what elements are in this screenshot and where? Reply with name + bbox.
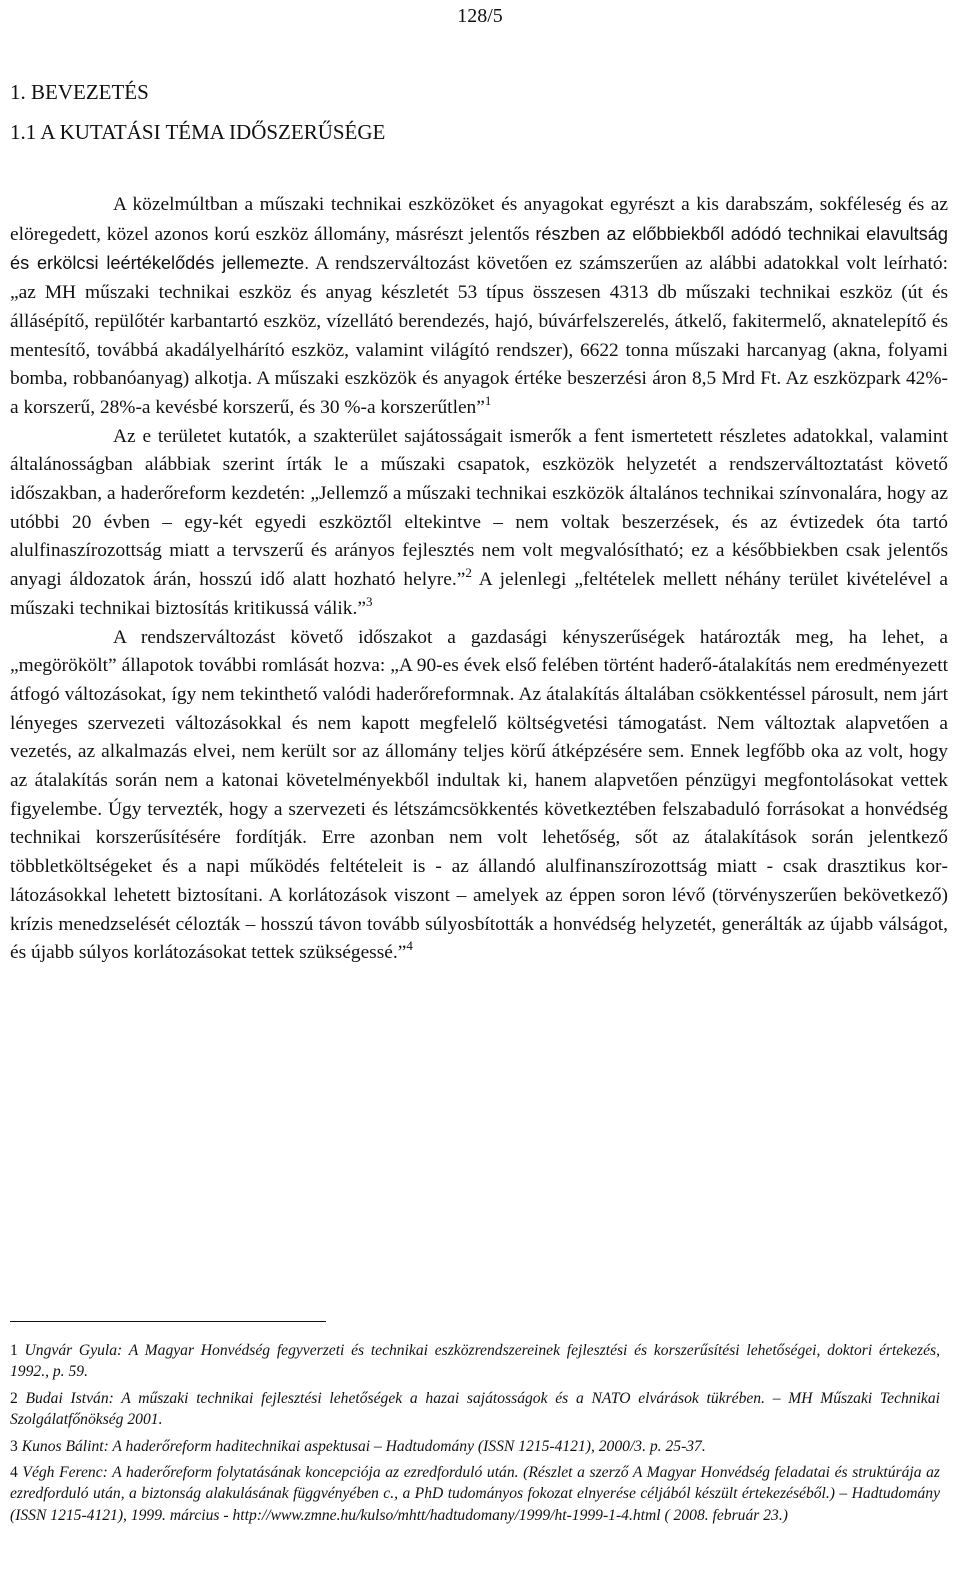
footnote-2: [10, 1388, 940, 1431]
footnotes: [10, 1340, 940, 1531]
footnote-text: Kunos Bálint: A haderőreform haditechnikai aspektusai – Hadtudomány (ISSN 1215-4121), 2000/3. p. 25-37.: [21, 1437, 706, 1455]
chapter-heading: 1. BEVEZETÉS: [10, 80, 149, 104]
footnote-text: Budai István: A műszaki technikai fejlesztési lehetőségek a hazai sajátosságok és a NATO elvárások tükrében. – MH Műszaki Technikai Szolgálatfőnökség 2001.: [10, 1389, 940, 1429]
paragraph-1: [10, 191, 948, 423]
footnote-3: [10, 1436, 940, 1457]
paragraph-3: [10, 624, 948, 968]
footnote-number: 1: [10, 1342, 18, 1359]
body-text: [10, 191, 948, 968]
paragraph-2-part-b: A jelenlegi „feltételek mellett néhány terület kivételével a műszaki technikai biztosítás kritikussá válik.”: [10, 569, 948, 619]
footnote-text: Végh Ferenc: A haderőreform folytatásának koncepciója az ezredforduló után. (Részlet a szerző A Magyar Honvédség feladatai és struktúrája az ezredforduló után, a biztonság alakulásának függvényében c., a PhD tudományos fokozat elnyerése céljából készült értekezéséből.) – Hadtudomány (ISSN 1215-4121), 1999. március - http://www.zmne.hu/kulso/mhtt/hadtudomany/1999/ht-1999-1-4.html ( 2008. február 23.): [10, 1464, 940, 1524]
paragraph-3-text: A rendszerváltozást követő időszakot a gazdasági kényszerűségek határozták meg, ha lehet, a „megörökölt” állapotok további romlását hozva: „A 90-es évek első felében történt haderő-átalakítás nem eredményezett átfogó változásokat, így nem tekinthető valódi haderőreformnak. Az átalakítás általában csökkentéssel párosult, nem járt lényeges szervezeti változásokkal és nem kapott megfelelő költségvetési támogatást. Nem változtak alapvetően a vezetés, az alkalmazás elvei, nem került sor az állomány teljes körű átképzésére sem. Ennek legfőbb oka az volt, hogy az átalakítás során nem a katonai követelményekből indultak ki, hanem alapvetően pénzügyi megfontolásokat vettek figyelembe. Úgy tervezték, hogy a szervezeti és létszámcsökkentés következtében felszabaduló forrásokat a honvédség technikai korszerűsítésére fordítják. Erre azonban nem volt lehetőség, sőt az átalakítások során jelentkező többletköltségeket és a napi működés feltételeit is - az állandó alulfinanszírozottság miatt - csak drasztikus korlátozásokkal lehetett biztosítani. A korlátozások viszont – amelyek az éppen soron lévő (törvényszerűen bekövetkező) krízis menedzselését célozták – hosszú távon tovább súlyosbították a honvédség helyzetét, generálták az újabb válságot, és újabb súlyos korlátozásokat tettek szükségessé.”: [10, 626, 948, 964]
footnote-1: [10, 1340, 940, 1383]
paragraph-1-part-d: A műszaki eszközök és anyagok értéke beszerzési áron 8,5 Mrd Ft. Az eszközpark 42%-a korszerű, 28%-a kevésbé korszerű, és 30 %-a korszerűtlen”: [10, 368, 948, 418]
paragraph-1-part-b: részben az előbbiekből adódó technikai elavultság és erkölcsi leértékelődés jellemezte.: [10, 223, 948, 274]
paragraph-1-part-a: A közelmúltban a műszaki technikai eszközöket és anyagokat egyrészt a kis darabszám, sokféleség és az elöregedett, közel azonos korú eszköz állomány, másrészt jelentős: [10, 194, 948, 245]
footnote-ref-1: 1: [484, 392, 492, 408]
section-heading: 1.1 A KUTATÁSI TÉMA IDŐSZERŰSÉGE: [10, 120, 386, 144]
footnote-ref-2: 2: [465, 565, 472, 581]
paragraph-2: [10, 423, 948, 624]
footnote-number: 3: [10, 1437, 18, 1455]
paragraph-2-part-a: Az e területet kutatók, a szakterület sajátosságait ismerők a fent ismertetett részletes adatokkal, valamint általánosságban alábbiak szerint írták le a műszaki csapatok, eszközök helyzetét a rendszerváltoztatást követő időszakban, a haderőreform kezdetén: „Jellemző a műszaki technikai eszközök általános technikai színvonalára, hogy az utóbbi 20 évben – egy-két egyedi eszköztől eltekintve – nem voltak beszerzések, és az évtizedek óta tartó alulfinaszírozottság miatt a tervszerű és arányos fejlesztés nem volt megvalósítható; ez a későbbiekben csak jelentős anyagi áldozatok árán, hosszú idő alatt hozható helyre.”: [10, 425, 948, 591]
footnote-number: 2: [10, 1389, 18, 1407]
footnote-ref-3: 3: [365, 593, 373, 609]
footnote-ref-4: 4: [406, 938, 413, 954]
footnote-4: [10, 1462, 940, 1526]
page-number: 128/5: [457, 5, 503, 27]
footnote-text: Ungvár Gyula: A Magyar Honvédség fegyverzeti és technikai eszközrendszereinek fejlesztési és korszerűsítési lehetőségei, doktori értekezés, 1992., p. 59.: [10, 1342, 940, 1381]
footnote-separator: [10, 1321, 326, 1322]
paragraph-1-part-c: A rendszerváltozást követően ez számszerűen az alábbi adatokkal volt leírható: „az MH műszaki technikai eszköz és anyag készletét 53 típus összesen 4313 db műszaki technikai eszköz (út és állásépítő, repülőtér karbantartó eszköz, vízellátó berendezés, hajó, búvárfelszerelés, átkelő, fakitermelő, aknatelepítő és mentesítő, továbbá akadályelhárító eszköz, valamint világító rendszer), 6622 tonna műszaki harcanyag (akna, folyami bomba, robbanóanyag) alkotja.: [10, 253, 949, 390]
footnote-number: 4: [10, 1464, 18, 1482]
